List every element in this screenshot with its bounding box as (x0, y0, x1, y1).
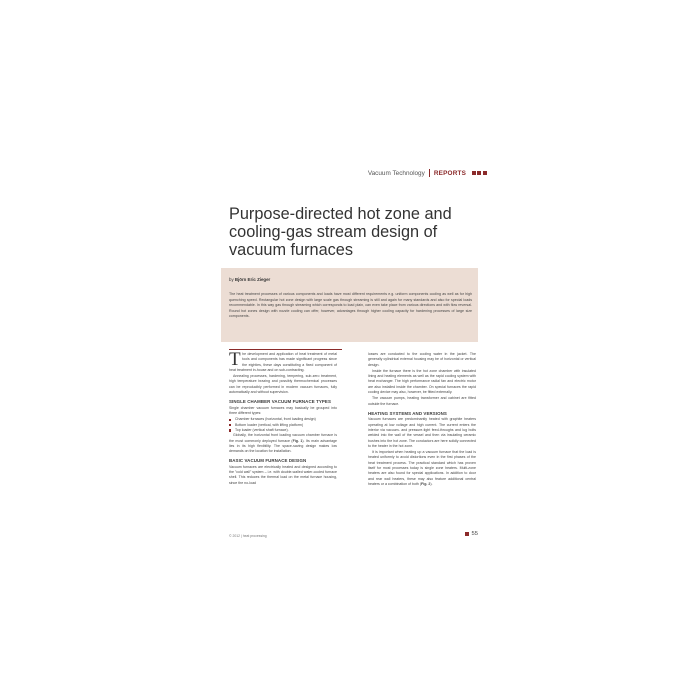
header-squares-icon (472, 171, 488, 175)
square-icon (472, 171, 476, 175)
right-column (368, 352, 476, 488)
article-title: Purpose-directed hot zone and cooling-gas stream design of vacuum furnaces (229, 205, 452, 259)
paragraph: Vacuum furnaces are electrically heated and designed according to the "cold wall" system – i.e. with double-walled water-cooled furnace shell. This reduces the thermal load on the metal furnace housing, since the no-load (229, 464, 337, 485)
square-icon (483, 171, 487, 175)
category-label: REPORTS (433, 169, 467, 177)
author-line (229, 277, 270, 282)
paragraph: Annealing processes, hardening, tempering, sub-zero treatment, high temperature brazing and possibly thermochemical processes can be reproducibly performed in modern vacuum furnaces, fully automatically and without supervision. (229, 374, 337, 395)
section-heading: BASIC VACUUM FURNACE DESIGN (229, 458, 307, 464)
paragraph: Vacuum furnaces are predominantly heated with graphite heaters operating at low voltage and high current. The current enters the interior via vacuum- and pressure-tight feed-throughs and lug bolts welded into the wall of the vessel and then via insulating ceramic bushes into the hot zone. The conductors are here solidly connected to the heater in the hot zone. (368, 417, 476, 448)
section-label: Vacuum Technology (367, 169, 425, 177)
paragraph: Single chamber vacuum furnaces may basically be grouped into three different types: (229, 405, 337, 416)
footer-page (465, 531, 478, 537)
paragraph: The vacuum pumps, heating transformer and cabinet are fitted outside the furnace. (368, 396, 476, 406)
footer-copyright: © 2012 | heat processing (229, 534, 267, 538)
list-item: Bottom loader (vertical, with lifting platform) (229, 423, 337, 428)
author-prefix: by (229, 277, 234, 282)
paragraph (229, 433, 337, 454)
abstract-text: The heat treatment processes of various components and loads have most different requirements e.g. uniform components cooling as well as for high quenching speed. Rectangular hot zone design with large scale gas through streaming is still and again for many standards and also for special loads recommendable. In this way gas through streaming which corresponds to load plain, can even take place from various directions and with flow reversal. Round hot zones design with nozzle cooling can offer, however, advantages through higher cooling capacity for hardening processes of large size components. (229, 292, 472, 318)
section-header (368, 169, 488, 177)
list-item: Top loader (vertical shaft furnace). (229, 428, 337, 433)
paragraph: Inside the furnace there is the hot zone chamber with insulated lining and heating elements as well as the rapid cooling system with heat exchanger. The high performance radial fan and electric motor are also installed inside the chamber. On special furnaces the rapid cooling device may also, however, be fitted externally. (368, 368, 476, 395)
list-item: Chamber furnaces (horizontal, front loading design) (229, 417, 337, 422)
text-span: It is important when heating up a vacuum furnace that the load is heated uniformly to avoid distortions even in the first phases of the heat treatment process. The practical standard which has proven itself for most processes today is single zone heaters. Multi-zone heaters are also found for special applications. In addition to door and rear wall heaters, these may also feature additional central heaters or a combination of both ( (368, 450, 476, 486)
section-heading: SINGLE CHAMBER VACUUM FURNACE TYPES (229, 399, 331, 405)
furnace-type-list (229, 417, 337, 433)
text-span: Globally, the horizontal front loading vacuum chamber furnace is the most commonly deployed furnace ( (229, 433, 337, 443)
figure-reference: Fig. 2 (421, 481, 431, 486)
text-span: ). (430, 481, 433, 486)
page-marker-icon (465, 532, 469, 536)
left-column (229, 349, 337, 487)
text-span: ). Its main advantage lies in its high flexibility. The space-saving design makes low demands on the location for installation. (229, 438, 337, 454)
column-rule (229, 349, 342, 350)
header-separator (429, 169, 430, 177)
intro-paragraph (229, 349, 337, 373)
intro-text: he development and application of heat treatment of metal tools and components has made significant progress since the eighties, these days constituting a fixed component of heat treatment in-house and on sub-contracting. (229, 352, 337, 372)
section-heading: HEATING SYSTEMS AND VERSIONS (368, 410, 447, 416)
author-name: Björn Eric Zieger (234, 277, 271, 282)
dropcap: T (229, 349, 241, 370)
paragraph (368, 450, 476, 487)
paragraph: losses are conducted to the cooling water in the jacket. The generally cylindrical external housing may be of horizontal or vertical design. (368, 352, 476, 367)
figure-reference: Fig. 1 (292, 438, 303, 443)
square-icon (477, 171, 481, 175)
page-number: 55 (471, 531, 478, 537)
abstract-box (221, 268, 478, 342)
